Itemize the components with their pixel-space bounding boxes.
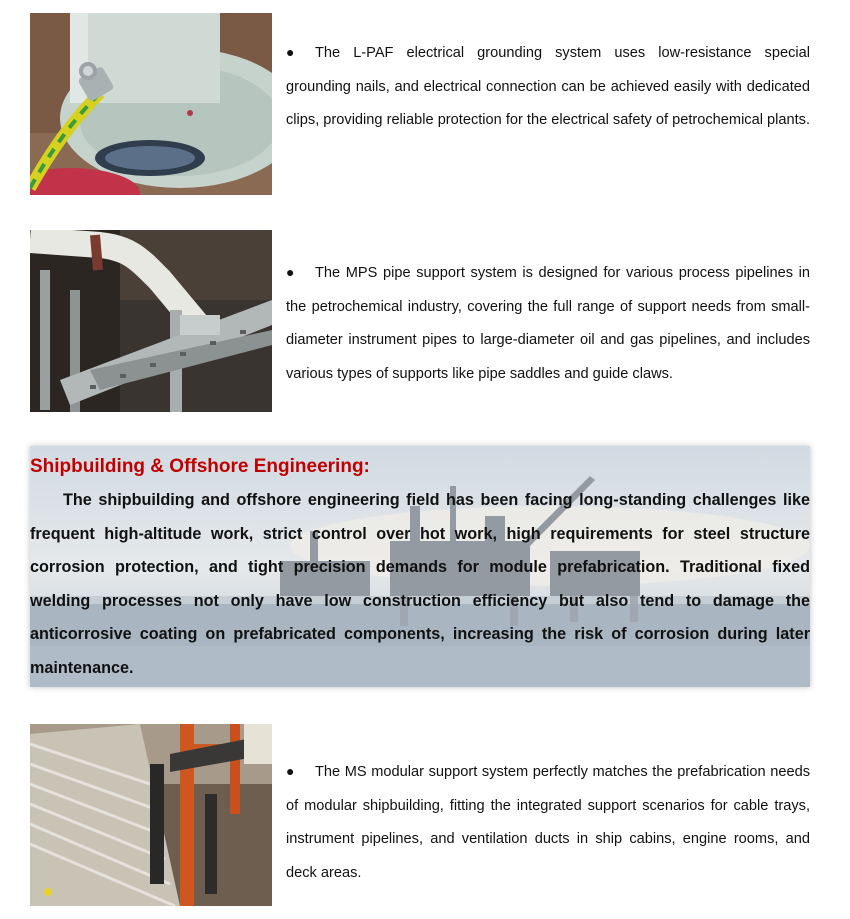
bullet-text-pipe-support: The MPS pipe support system is designed for various process pipelines in the petrochemical industry, covering the full range of support needs from small-diameter instrument pipes to large-diameter oil and gas pipelines, and includes various types of supports like pipe saddles and guide claws.: [286, 265, 810, 382]
banner-title: Shipbuilding & Offshore Engineering:: [30, 456, 370, 477]
banner-body: The shipbuilding and offshore engineering field has been facing long-standing challenges like frequent high-altitude work, strict control over hot work, high requirements for steel structure corrosion protection, and tight precision demands for module prefabrication. Traditional fixed welding processes not only have low construction efficiency but also tend to damage the anticorrosive coating on prefabricated components, increasing the risk of corrosion during later maintenance.: [30, 491, 810, 677]
bullet-paragraph-pipe-support: [286, 256, 810, 391]
bullet-text-grounding: The L-PAF electrical grounding system uses low-resistance special grounding nails, and electrical connection can be achieved easily with dedicated clips, providing reliable protection for the electrical safety of petrochemical plants.: [286, 45, 811, 129]
bullet-dot: ●: [286, 44, 295, 60]
bullet-dot: ●: [286, 264, 295, 280]
bullet-dot: ●: [286, 763, 295, 779]
grounding-clip-photo: [30, 13, 272, 195]
bullet-text-modular-support: The MS modular support system perfectly matches the prefabrication needs of modular shipbuilding, fitting the integrated support scenarios for cable trays, instrument pipelines, and ventilation ducts in ship cabins, engine rooms, and deck areas.: [286, 764, 810, 881]
ship-modular-support-photo: [30, 724, 272, 906]
bullet-paragraph-modular-support: [286, 755, 810, 890]
pipe-support-photo: [30, 230, 272, 412]
offshore-banner: [30, 446, 810, 687]
bullet-paragraph-grounding: [286, 36, 810, 138]
